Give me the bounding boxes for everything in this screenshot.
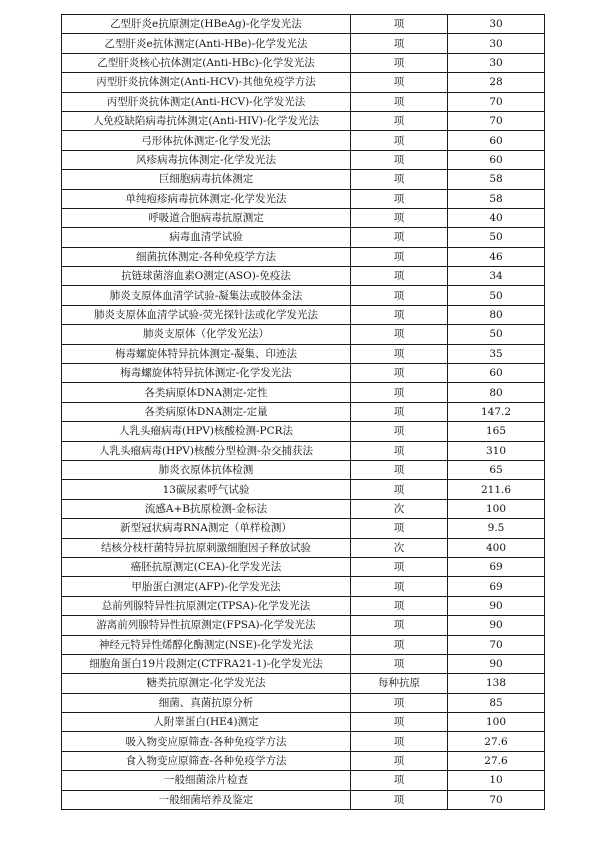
item-name-cell: 甲胎蛋白测定(AFP)-化学发光法 (62, 577, 351, 596)
unit-cell: 每种抗原 (351, 674, 448, 693)
price-cell: 50 (448, 325, 545, 344)
table-row (62, 150, 545, 169)
item-name-cell: 肺炎支原体血清学试验-荧光探针法或化学发光法 (62, 305, 351, 324)
table-row (62, 170, 545, 189)
table-row (62, 616, 545, 635)
table-row (62, 131, 545, 150)
price-cell: 70 (448, 92, 545, 111)
item-name-cell: 13碳尿素呼气试验 (62, 480, 351, 499)
table-row (62, 73, 545, 92)
unit-cell: 项 (351, 364, 448, 383)
table-row (62, 538, 545, 557)
unit-cell: 项 (351, 170, 448, 189)
table-row (62, 34, 545, 53)
price-cell: 10 (448, 771, 545, 790)
unit-cell: 项 (351, 519, 448, 538)
item-name-cell: 乙型肝炎e抗体测定(Anti-HBe)-化学发光法 (62, 34, 351, 53)
table-row (62, 364, 545, 383)
item-name-cell: 人乳头瘤病毒(HPV)核酸检测-PCR法 (62, 422, 351, 441)
price-cell: 138 (448, 674, 545, 693)
item-name-cell: 神经元特异性烯醇化酶测定(NSE)-化学发光法 (62, 635, 351, 654)
item-name-cell: 细胞角蛋白19片段测定(CTFRA21-1)-化学发光法 (62, 654, 351, 673)
unit-cell: 次 (351, 499, 448, 518)
unit-cell: 项 (351, 247, 448, 266)
price-cell: 60 (448, 150, 545, 169)
price-cell: 27.6 (448, 751, 545, 770)
price-cell: 310 (448, 441, 545, 460)
unit-cell: 项 (351, 267, 448, 286)
item-name-cell: 各类病原体DNA测定-定性 (62, 383, 351, 402)
price-cell: 27.6 (448, 732, 545, 751)
item-name-cell: 细菌抗体测定-各种免疫学方法 (62, 247, 351, 266)
price-cell: 80 (448, 383, 545, 402)
price-cell: 165 (448, 422, 545, 441)
price-cell: 50 (448, 286, 545, 305)
item-name-cell: 抗链球菌溶血素O测定(ASO)-免疫法 (62, 267, 351, 286)
price-cell: 40 (448, 208, 545, 227)
price-cell: 28 (448, 73, 545, 92)
price-cell: 80 (448, 305, 545, 324)
item-name-cell: 一般细菌培养及鉴定 (62, 790, 351, 809)
table-row (62, 92, 545, 111)
unit-cell: 项 (351, 383, 448, 402)
table-row (62, 247, 545, 266)
item-name-cell: 流感A+B抗原检测-金标法 (62, 499, 351, 518)
price-cell: 58 (448, 170, 545, 189)
price-cell: 30 (448, 53, 545, 72)
item-name-cell: 呼吸道合胞病毒抗原测定 (62, 208, 351, 227)
item-name-cell: 食入物变应原筛查-各种免疫学方法 (62, 751, 351, 770)
price-cell: 69 (448, 577, 545, 596)
item-name-cell: 人附睾蛋白(HE4)测定 (62, 713, 351, 732)
table-row (62, 305, 545, 324)
unit-cell: 项 (351, 577, 448, 596)
unit-cell: 项 (351, 92, 448, 111)
item-name-cell: 风疹病毒抗体测定-化学发光法 (62, 150, 351, 169)
price-cell: 35 (448, 344, 545, 363)
item-name-cell: 单纯疱疹病毒抗体测定-化学发光法 (62, 189, 351, 208)
unit-cell: 项 (351, 635, 448, 654)
unit-cell: 项 (351, 790, 448, 809)
unit-cell: 项 (351, 460, 448, 479)
unit-cell: 项 (351, 34, 448, 53)
unit-cell: 次 (351, 538, 448, 557)
item-name-cell: 丙型肝炎抗体测定(Anti-HCV)-化学发光法 (62, 92, 351, 111)
item-name-cell: 梅毒螺旋体特异抗体测定-化学发光法 (62, 364, 351, 383)
price-cell: 85 (448, 693, 545, 712)
price-cell: 211.6 (448, 480, 545, 499)
table-row (62, 325, 545, 344)
price-cell: 90 (448, 616, 545, 635)
price-cell: 60 (448, 131, 545, 150)
table-row (62, 557, 545, 576)
table-row (62, 499, 545, 518)
price-cell: 70 (448, 635, 545, 654)
price-cell: 90 (448, 596, 545, 615)
table-row (62, 713, 545, 732)
price-cell: 58 (448, 189, 545, 208)
price-table (61, 14, 545, 810)
table-row (62, 383, 545, 402)
price-cell: 90 (448, 654, 545, 673)
item-name-cell: 病毒血清学试验 (62, 228, 351, 247)
table-row (62, 635, 545, 654)
table-row (62, 286, 545, 305)
unit-cell: 项 (351, 53, 448, 72)
unit-cell: 项 (351, 150, 448, 169)
price-cell: 46 (448, 247, 545, 266)
table-row (62, 693, 545, 712)
unit-cell: 项 (351, 73, 448, 92)
item-name-cell: 癌胚抗原测定(CEA)-化学发光法 (62, 557, 351, 576)
item-name-cell: 一般细菌涂片检查 (62, 771, 351, 790)
price-cell: 100 (448, 713, 545, 732)
table-row (62, 732, 545, 751)
item-name-cell: 弓形体抗体测定-化学发光法 (62, 131, 351, 150)
price-cell: 70 (448, 790, 545, 809)
unit-cell: 项 (351, 111, 448, 130)
unit-cell: 项 (351, 693, 448, 712)
unit-cell: 项 (351, 344, 448, 363)
item-name-cell: 丙型肝炎抗体测定(Anti-HCV)-其他免疫学方法 (62, 73, 351, 92)
unit-cell: 项 (351, 286, 448, 305)
price-table-body (62, 15, 545, 810)
price-cell: 60 (448, 364, 545, 383)
unit-cell: 项 (351, 131, 448, 150)
item-name-cell: 糖类抗原测定-化学发光法 (62, 674, 351, 693)
table-row (62, 654, 545, 673)
item-name-cell: 乙型肝炎核心抗体测定(Anti-HBc)-化学发光法 (62, 53, 351, 72)
unit-cell: 项 (351, 751, 448, 770)
table-row (62, 596, 545, 615)
table-row (62, 577, 545, 596)
price-cell: 30 (448, 34, 545, 53)
unit-cell: 项 (351, 402, 448, 421)
price-cell: 34 (448, 267, 545, 286)
table-row (62, 111, 545, 130)
item-name-cell: 细菌、真菌抗原分析 (62, 693, 351, 712)
item-name-cell: 巨细胞病毒抗体测定 (62, 170, 351, 189)
unit-cell: 项 (351, 422, 448, 441)
item-name-cell: 肺炎支原体血清学试验-凝集法或胶体金法 (62, 286, 351, 305)
table-row (62, 267, 545, 286)
unit-cell: 项 (351, 305, 448, 324)
unit-cell: 项 (351, 480, 448, 499)
table-row (62, 15, 545, 34)
table-row (62, 751, 545, 770)
unit-cell: 项 (351, 15, 448, 34)
item-name-cell: 梅毒螺旋体特异抗体测定-凝集、印迹法 (62, 344, 351, 363)
table-row (62, 480, 545, 499)
table-row (62, 402, 545, 421)
table-row (62, 441, 545, 460)
price-cell: 400 (448, 538, 545, 557)
table-row (62, 53, 545, 72)
item-name-cell: 人免疫缺陷病毒抗体测定(Anti-HIV)-化学发光法 (62, 111, 351, 130)
unit-cell: 项 (351, 557, 448, 576)
table-row (62, 228, 545, 247)
item-name-cell: 各类病原体DNA测定-定量 (62, 402, 351, 421)
price-cell: 147.2 (448, 402, 545, 421)
unit-cell: 项 (351, 654, 448, 673)
price-cell: 50 (448, 228, 545, 247)
unit-cell: 项 (351, 732, 448, 751)
item-name-cell: 总前列腺特异性抗原测定(TPSA)-化学发光法 (62, 596, 351, 615)
item-name-cell: 游离前列腺特异性抗原测定(FPSA)-化学发光法 (62, 616, 351, 635)
unit-cell: 项 (351, 441, 448, 460)
unit-cell: 项 (351, 771, 448, 790)
item-name-cell: 吸入物变应原筛查-各种免疫学方法 (62, 732, 351, 751)
price-cell: 9.5 (448, 519, 545, 538)
table-row (62, 422, 545, 441)
price-cell: 65 (448, 460, 545, 479)
unit-cell: 项 (351, 616, 448, 635)
price-cell: 69 (448, 557, 545, 576)
table-row (62, 771, 545, 790)
unit-cell: 项 (351, 189, 448, 208)
item-name-cell: 肺炎衣原体抗体检测 (62, 460, 351, 479)
unit-cell: 项 (351, 713, 448, 732)
table-row (62, 189, 545, 208)
item-name-cell: 肺炎支原体（化学发光法） (62, 325, 351, 344)
unit-cell: 项 (351, 208, 448, 227)
item-name-cell: 人乳头瘤病毒(HPV)核酸分型检测-杂交捕获法 (62, 441, 351, 460)
item-name-cell: 新型冠状病毒RNA测定（单样检测） (62, 519, 351, 538)
table-row (62, 460, 545, 479)
table-row (62, 519, 545, 538)
table-row (62, 674, 545, 693)
table-row (62, 344, 545, 363)
price-cell: 100 (448, 499, 545, 518)
price-cell: 70 (448, 111, 545, 130)
item-name-cell: 乙型肝炎e抗原测定(HBeAg)-化学发光法 (62, 15, 351, 34)
unit-cell: 项 (351, 325, 448, 344)
item-name-cell: 结核分枝杆菌特异抗原刺激细胞因子释放试验 (62, 538, 351, 557)
unit-cell: 项 (351, 228, 448, 247)
unit-cell: 项 (351, 596, 448, 615)
table-row (62, 790, 545, 809)
table-row (62, 208, 545, 227)
price-cell: 30 (448, 15, 545, 34)
